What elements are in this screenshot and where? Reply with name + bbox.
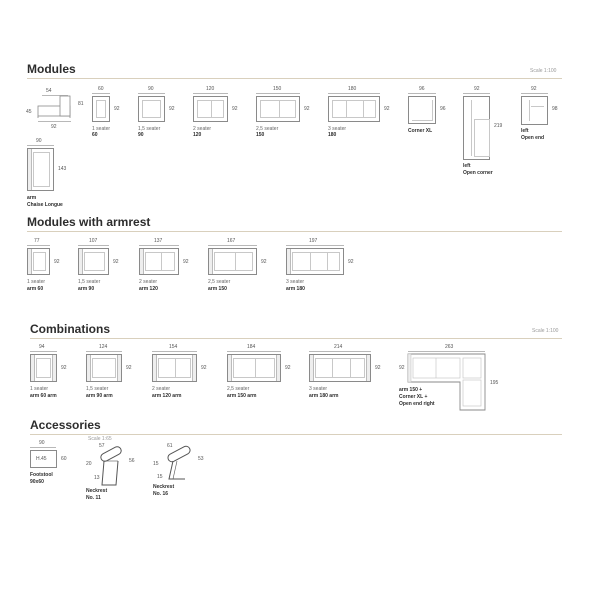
module-label: arm <box>27 195 37 201</box>
dim-width: 120 <box>206 86 215 92</box>
dim-width: 57 <box>99 443 105 449</box>
dim-width: 137 <box>154 238 163 244</box>
dim-depth: 92 <box>54 259 60 265</box>
accessory-size-label: No. 11 <box>86 495 101 501</box>
dim-depth: 92 <box>126 365 132 371</box>
combination-label: 2 seater <box>152 386 171 392</box>
accessory-size-label: No. 16 <box>153 491 169 497</box>
combination-size-label: arm 120 arm <box>152 393 182 399</box>
module-size-label: Open corner <box>463 170 493 176</box>
section-title-accessories: Accessories <box>30 418 101 432</box>
module-size-label: arm 120 <box>139 286 158 292</box>
combination-size-label: arm 90 arm <box>86 393 113 399</box>
module-label: left <box>463 163 471 169</box>
module-label: 1 seater <box>27 279 46 285</box>
dim-depth: 92 <box>304 106 310 112</box>
module-size-label: Chaise Longue <box>27 202 63 208</box>
section-divider <box>30 434 562 435</box>
module-label: 2 seater <box>139 279 158 285</box>
dim-depth: 92 <box>285 365 291 371</box>
scale-label-modules: Scale 1:100 <box>530 68 557 74</box>
dim-depth: 92 <box>61 365 67 371</box>
dim-depth: 60 <box>61 456 67 462</box>
module-label: 1,5 seater <box>138 126 161 132</box>
dim-a: 15 <box>153 461 159 467</box>
module-size-label: arm 150 <box>208 286 227 292</box>
dim-width: 96 <box>419 86 425 92</box>
dim-width: 150 <box>273 86 282 92</box>
dim-width: 77 <box>34 238 40 244</box>
section-divider <box>27 231 562 232</box>
section-divider <box>30 338 562 339</box>
dim-depth: 143 <box>58 166 67 172</box>
dim-width: 54 <box>46 88 52 94</box>
dim-width: 94 <box>39 344 45 350</box>
combination-label: 1,5 seater <box>86 386 109 392</box>
dim-width: 154 <box>169 344 178 350</box>
dim-depth: 98 <box>552 106 558 112</box>
dim-width: 90 <box>36 138 42 144</box>
module-size-label: 180 <box>328 132 337 138</box>
module-label: Corner XL <box>408 128 433 134</box>
module-side-profile <box>26 88 86 132</box>
module-size-label: 150 <box>256 132 265 138</box>
module-label: 3 seater <box>328 126 347 132</box>
scale-label-combinations: Scale 1:100 <box>532 328 559 334</box>
module-size-label: Open end <box>521 135 545 141</box>
module-label: 1 seater <box>92 126 111 132</box>
dim-width: 107 <box>89 238 98 244</box>
combination-size-label: arm 150 + <box>399 387 423 393</box>
dim-a: 20 <box>86 461 92 467</box>
accessory-label: Footstool <box>30 472 53 478</box>
accessory-label: Neckrest <box>86 488 108 494</box>
module-size-label: arm 180 <box>286 286 305 292</box>
dim-depth: 92 <box>51 124 57 130</box>
dim-depth: 96 <box>440 106 446 112</box>
dim-width: 92 <box>531 86 537 92</box>
combination-size-label: arm 180 arm <box>309 393 339 399</box>
combination-size-label: arm 150 arm <box>227 393 257 399</box>
module-size-label: arm 90 <box>78 286 95 292</box>
dim-depth: 219 <box>494 123 503 129</box>
accessory-size-label: 90x60 <box>30 479 44 485</box>
footstool-height-label: H.45 <box>36 456 47 462</box>
dim-height: 56 <box>129 458 135 464</box>
neckrest-11-drawing <box>88 449 128 493</box>
dim-depth: 92 <box>183 259 189 265</box>
dim-depth: 92 <box>232 106 238 112</box>
dim-depth: 92 <box>114 106 120 112</box>
module-size-label: 60 <box>92 132 98 138</box>
dim-depth: 92 <box>399 365 405 371</box>
dim-depth: 92 <box>384 106 390 112</box>
accessory-label: Neckrest <box>153 484 175 490</box>
scale-label-accessories: Scale 1:65 <box>88 436 112 442</box>
dim-b: 15 <box>157 474 163 480</box>
dim-width: 184 <box>247 344 256 350</box>
dim-width: 167 <box>227 238 236 244</box>
dim-depth: 92 <box>348 259 354 265</box>
section-title-armrest: Modules with armrest <box>27 215 151 229</box>
dim-width: 197 <box>309 238 318 244</box>
module-label: 2 seater <box>193 126 212 132</box>
combination-label: 1 seater <box>30 386 49 392</box>
dim-width: 60 <box>98 86 104 92</box>
combination-label: 2,5 seater <box>227 386 250 392</box>
dim-height: 53 <box>198 456 204 462</box>
module-size-label: 90 <box>138 132 144 138</box>
combination-size-label: arm 60 arm <box>30 393 57 399</box>
dim-width: 180 <box>348 86 357 92</box>
dim-width: 90 <box>148 86 154 92</box>
dim-depth-2: 195 <box>490 380 499 386</box>
combination-label: 3 seater <box>309 386 328 392</box>
dim-width: 90 <box>39 440 45 446</box>
module-label: left <box>521 128 529 134</box>
combination-size-label: Open end right <box>399 401 435 407</box>
dim-depth: 92 <box>201 365 207 371</box>
section-title-modules: Modules <box>27 62 76 76</box>
module-label: 3 seater <box>286 279 305 285</box>
module-label: 1,5 seater <box>78 279 101 285</box>
module-size-label: 120 <box>193 132 202 138</box>
module-label: 2,5 seater <box>256 126 279 132</box>
section-divider <box>27 78 562 79</box>
dim-b: 13 <box>94 475 100 481</box>
dim-depth: 92 <box>375 365 381 371</box>
dim-width: 61 <box>167 443 173 449</box>
dim-depth: 92 <box>261 259 267 265</box>
dim-depth: 92 <box>169 106 175 112</box>
combination-size-label: Corner XL + <box>399 394 428 400</box>
module-label: 2,5 seater <box>208 279 231 285</box>
dim-width: 214 <box>334 344 343 350</box>
module-size-label: arm 60 <box>27 286 44 292</box>
dim-width: 92 <box>474 86 480 92</box>
dim-seat-height: 45 <box>26 109 32 115</box>
dim-back-height: 81 <box>78 101 84 107</box>
dim-depth: 92 <box>113 259 119 265</box>
dim-width: 124 <box>99 344 108 350</box>
section-title-combinations: Combinations <box>30 322 110 336</box>
dim-width: 263 <box>445 344 454 350</box>
